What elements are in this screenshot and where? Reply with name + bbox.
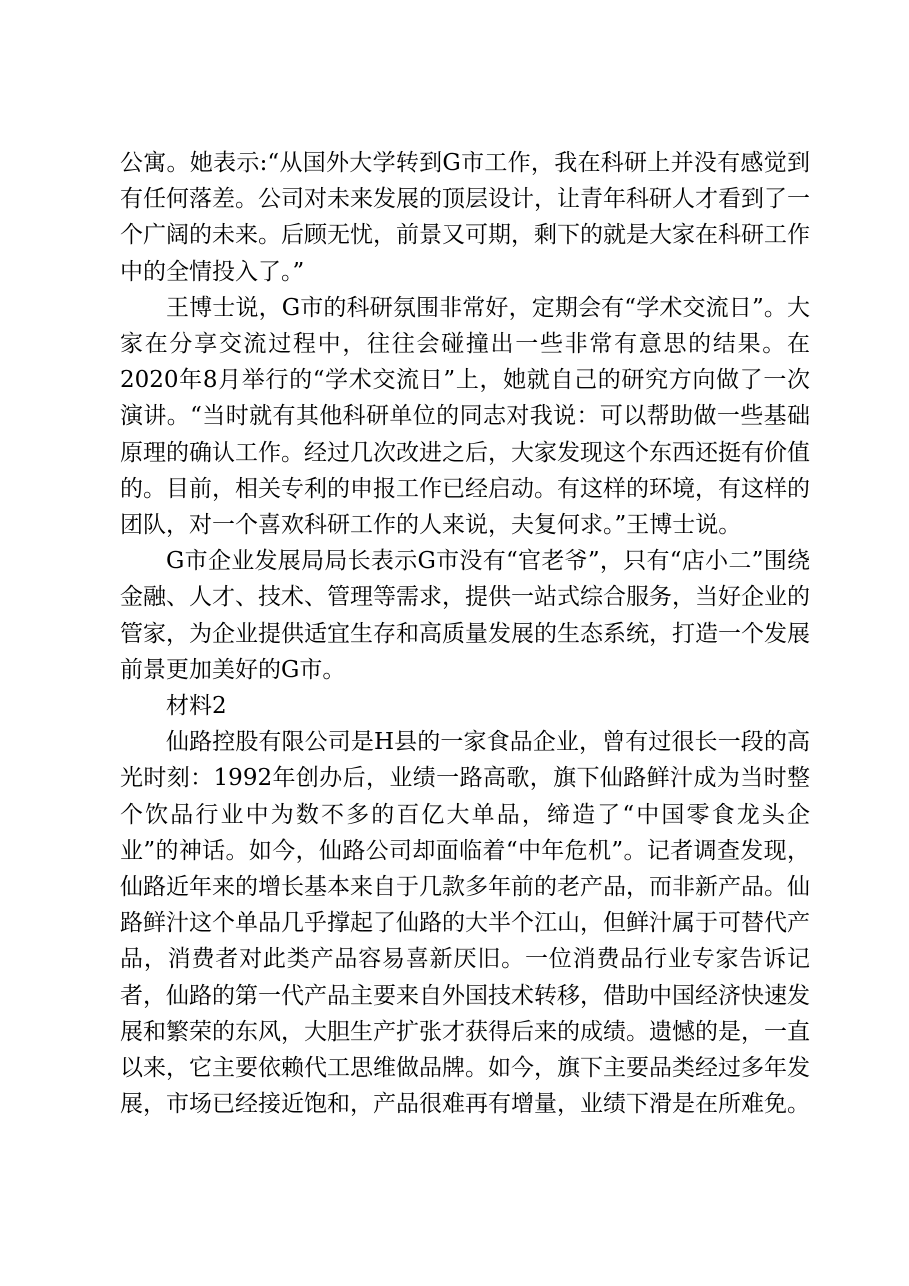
document-body xyxy=(120,145,810,1122)
paragraph-xianlu-company: 仙路控股有限公司是H县的一家食品企业，曾有过很长一段的高光时刻：1992年创办后，业绩一路高歌，旗下仙路鲜汁成为当时整个饮品行业中为数不多的百亿大单品，缔造了“中国零食龙头企业”的神话。如今，仙路公司却面临着“中年危机”。记者调查发现，仙路近年来的增长基本来自于几款多年前的老产品，而非新产品。仙路鲜汁这个单品几乎撑起了仙路的大半个江山，但鲜汁属于可替代产品，消费者对此类产品容易喜新厌旧。一位消费品行业专家告诉记者，仙路的第一代产品主要来自外国技术转移，借助中国经济快速发展和繁荣的东风，大胆生产扩张才获得后来的成绩。遗憾的是，一直以来，它主要依赖代工思维做品牌。如今，旗下主要品类经过多年发展，市场已经接近饱和，产品很难再有增量，业绩下滑是在所难免。 xyxy=(120,729,810,1118)
section-heading-material-2: 材料2 xyxy=(166,693,227,720)
paragraph-enterprise-bureau: G市企业发展局局长表示G市没有“官老爷”，只有“店小二”围绕金融、人才、技术、管理等需求，提供一站式综合服务，当好企业的管家，为企业提供适宜生存和高质量发展的生态系统，打造一个发展前景更加美好的G市。 xyxy=(120,548,810,683)
paragraph-dr-wang: 王博士说，G市的科研氛围非常好，定期会有“学术交流日”。大家在分享交流过程中，往往会碰撞出一些非常有意思的结果。在2020年8月举行的“学术交流日”上，她就自己的研究方向做了一次演讲。“当时就有其他科研单位的同志对我说：可以帮助做一些基础原理的确认工作。经过几次改进之后，大家发现这个东西还挺有价值的。目前，相关专利的申报工作已经启动。有这样的环境，有这样的团队，对一个喜欢科研工作的人来说，夫复何求。”王博士说。 xyxy=(120,294,810,539)
paragraph-apartment-quote: 公寓。她表示:“从国外大学转到G市工作，我在科研上并没有感觉到有任何落差。公司对未来发展的顶层设计，让青年科研人才看到了一个广阔的未来。后顾无忧，前景又可期，剩下的就是大家在科研工作中的全情投入了。” xyxy=(120,150,810,285)
